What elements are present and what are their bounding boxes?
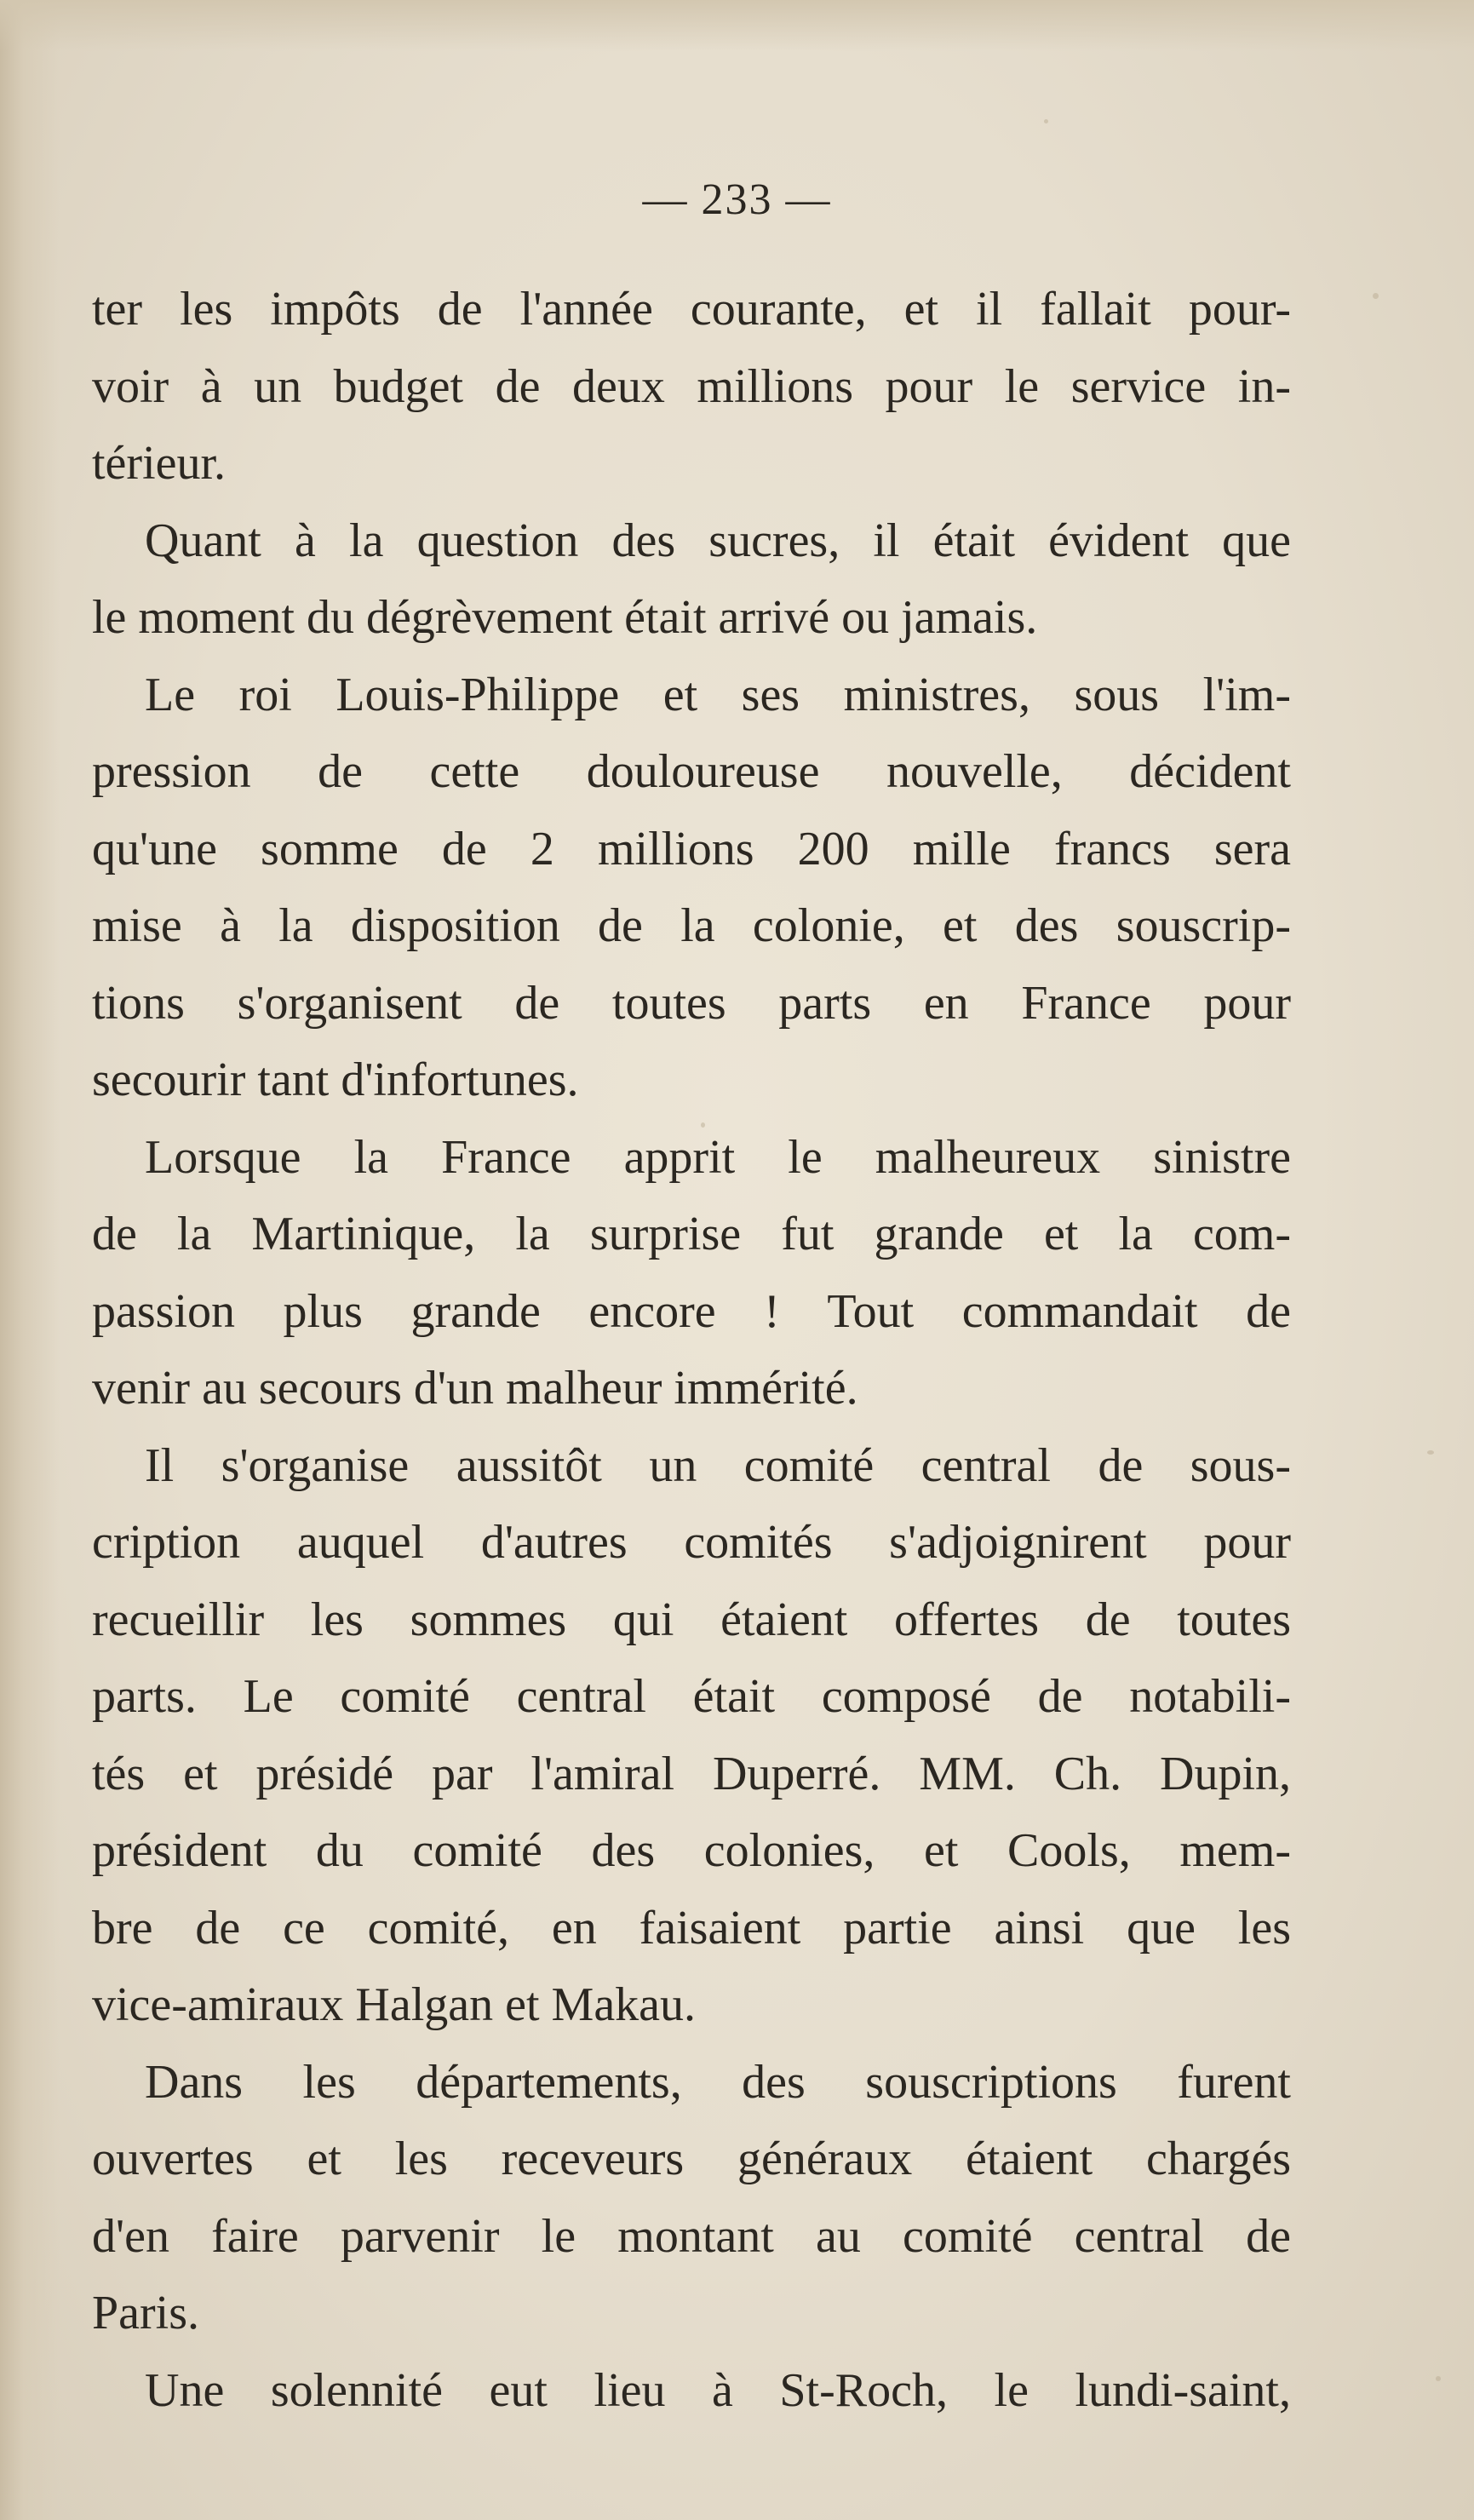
paper-speck xyxy=(701,1122,705,1128)
body-text xyxy=(92,271,1291,2429)
text-line: Paris. xyxy=(92,2287,199,2339)
text-line: le moment du dégrèvement était arrivé ou jamais. xyxy=(92,591,1038,644)
text-line: tés et présidé par l'amiral Duperré. MM. Ch. Dupin, xyxy=(92,1747,1291,1800)
text-line: d'en faire parvenir le montant au comité central de xyxy=(92,2209,1291,2263)
text-line: de la Martinique, la surprise fut grande et la com- xyxy=(92,1208,1291,1260)
text-line: secourir tant d'infortunes. xyxy=(92,1053,579,1106)
text-line: Dans les départements, des souscriptions furent xyxy=(145,2055,1291,2109)
page-edge-shadow xyxy=(0,0,60,2520)
text-line: Lorsque la France apprit le malheureux sinistre xyxy=(145,1130,1291,1184)
text-line: recueillir les sommes qui étaient offertes de toutes xyxy=(92,1593,1291,1646)
text-line: Une solennité eut lieu à St-Roch, le lundi-saint, xyxy=(145,2363,1291,2417)
text-line: parts. Le comité central était composé de notabili- xyxy=(92,1670,1291,1723)
text-line: pression de cette douloureuse nouvelle, décident xyxy=(92,745,1291,798)
paper-speck xyxy=(1044,119,1048,123)
text-line: Il s'organise aussitôt un comité central de sous- xyxy=(145,1438,1291,1492)
text-line: Le roi Louis-Philippe et ses ministres, sous l'im- xyxy=(145,668,1291,721)
paper-speck xyxy=(1427,1450,1434,1455)
page-top-shadow xyxy=(0,0,1474,51)
text-line: ouvertes et les receveurs généraux étaient chargés xyxy=(92,2133,1291,2185)
text-line: venir au secours d'un malheur immérité. xyxy=(92,1362,858,1415)
text-line: térieur. xyxy=(92,437,227,490)
paper-speck xyxy=(1436,2376,1441,2381)
text-line: ter les impôts de l'année courante, et il fallait pour- xyxy=(92,283,1291,336)
text-line: voir à un budget de deux millions pour le service in- xyxy=(92,359,1291,413)
text-line: tions s'organisent de toutes parts en France pour xyxy=(92,976,1291,1030)
text-line: Quant à la question des sucres, il était évident que xyxy=(145,514,1291,567)
paper-speck xyxy=(1373,293,1379,299)
text-line: bre de ce comité, en faisaient partie ainsi que les xyxy=(92,1901,1291,1955)
text-line: passion plus grande encore ! Tout commandait de xyxy=(92,1284,1291,1338)
text-line: qu'une somme de 2 millions 200 mille francs sera xyxy=(92,822,1291,875)
text-line: président du comité des colonies, et Cools, mem- xyxy=(92,1824,1291,1877)
text-line: cription auquel d'autres comités s'adjoignirent pour xyxy=(92,1516,1291,1569)
text-line: vice-amiraux Halgan et Makau. xyxy=(92,1978,697,2031)
text-line: mise à la disposition de la colonie, et des souscrip- xyxy=(92,899,1291,952)
page-number: — 233 — xyxy=(642,175,832,224)
